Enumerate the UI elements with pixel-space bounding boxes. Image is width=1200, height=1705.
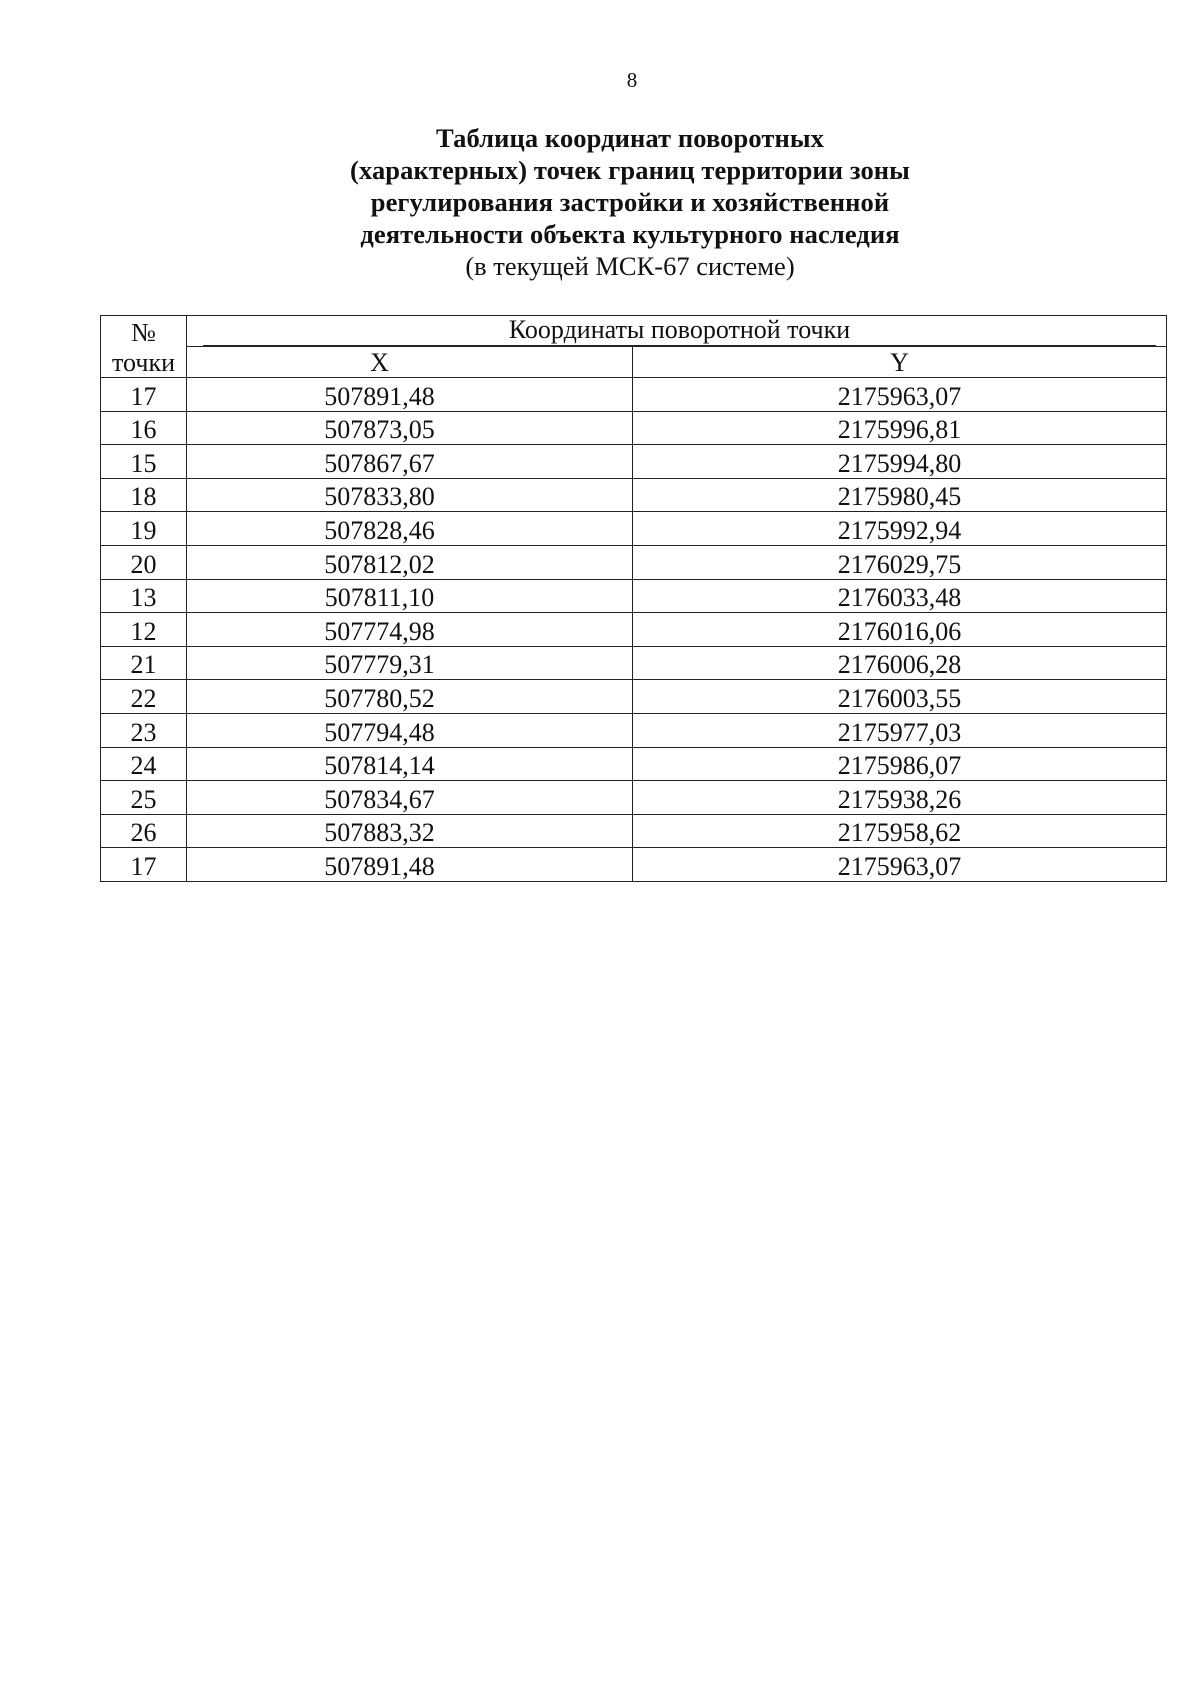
cell-y: 2175958,62 — [633, 814, 1167, 848]
header-x: X — [187, 347, 633, 378]
cell-point: 19 — [101, 512, 187, 546]
cell-point: 15 — [101, 445, 187, 479]
cell-point: 13 — [101, 579, 187, 613]
page-number: 8 — [626, 68, 638, 92]
coordinates-table — [100, 315, 1167, 882]
cell-point: 20 — [101, 545, 187, 579]
cell-y: 2175963,07 — [633, 378, 1167, 412]
header-point-word: точки — [101, 347, 187, 378]
cell-x: 507891,48 — [187, 378, 633, 412]
cell-y: 2176003,55 — [633, 680, 1167, 714]
cell-point: 17 — [101, 848, 187, 882]
cell-y: 2175994,80 — [633, 445, 1167, 479]
table-header-row-1 — [101, 316, 1167, 347]
table-header-row-2 — [101, 347, 1167, 378]
cell-y: 2175996,81 — [633, 411, 1167, 445]
table-row — [101, 378, 1167, 412]
cell-point: 12 — [101, 613, 187, 647]
cell-y: 2176016,06 — [633, 613, 1167, 647]
cell-y: 2175977,03 — [633, 713, 1167, 747]
document-title — [240, 122, 1020, 282]
title-subtitle: (в текущей МСК-67 системе) — [465, 251, 795, 281]
header-point-no: № — [101, 316, 187, 347]
table-row — [101, 613, 1167, 647]
title-line-3: регулирования застройки и хозяйственной — [370, 187, 890, 217]
cell-y: 2176029,75 — [633, 545, 1167, 579]
cell-point: 17 — [101, 378, 187, 412]
cell-x: 507774,98 — [187, 613, 633, 647]
cell-x: 507867,67 — [187, 445, 633, 479]
cell-x: 507780,52 — [187, 680, 633, 714]
cell-x: 507883,32 — [187, 814, 633, 848]
table-row — [101, 545, 1167, 579]
table-row — [101, 814, 1167, 848]
cell-x: 507873,05 — [187, 411, 633, 445]
cell-point: 22 — [101, 680, 187, 714]
cell-x: 507812,02 — [187, 545, 633, 579]
cell-x: 507834,67 — [187, 781, 633, 815]
title-line-2: (характерных) точек границ территории зоны — [350, 155, 910, 185]
title-line-1: Таблица координат поворотных — [436, 123, 824, 153]
table-row — [101, 445, 1167, 479]
cell-x: 507794,48 — [187, 713, 633, 747]
table-row — [101, 848, 1167, 882]
cell-y: 2175986,07 — [633, 747, 1167, 781]
cell-x: 507779,31 — [187, 646, 633, 680]
cell-x: 507828,46 — [187, 512, 633, 546]
cell-x: 507833,80 — [187, 478, 633, 512]
cell-point: 25 — [101, 781, 187, 815]
cell-x: 507891,48 — [187, 848, 633, 882]
title-line-4: деятельности объекта культурного наследия — [360, 219, 900, 249]
cell-point: 16 — [101, 411, 187, 445]
cell-y: 2175938,26 — [633, 781, 1167, 815]
table-row — [101, 713, 1167, 747]
table-row — [101, 512, 1167, 546]
table-row — [101, 478, 1167, 512]
table-row — [101, 680, 1167, 714]
cell-point: 18 — [101, 478, 187, 512]
table-row — [101, 781, 1167, 815]
cell-x: 507814,14 — [187, 747, 633, 781]
table-row — [101, 646, 1167, 680]
cell-y: 2176033,48 — [633, 579, 1167, 613]
cell-point: 21 — [101, 646, 187, 680]
table-row — [101, 747, 1167, 781]
cell-y: 2175980,45 — [633, 478, 1167, 512]
cell-point: 23 — [101, 713, 187, 747]
cell-y: 2176006,28 — [633, 646, 1167, 680]
header-coordinates-group — [187, 316, 1167, 347]
cell-y: 2175992,94 — [633, 512, 1167, 546]
cell-x: 507811,10 — [187, 579, 633, 613]
cell-point: 26 — [101, 814, 187, 848]
table-row — [101, 579, 1167, 613]
table-row — [101, 411, 1167, 445]
header-coordinates-label: Координаты поворотной точки — [203, 316, 1156, 346]
cell-point: 24 — [101, 747, 187, 781]
cell-y: 2175963,07 — [633, 848, 1167, 882]
header-y: Y — [633, 347, 1167, 378]
